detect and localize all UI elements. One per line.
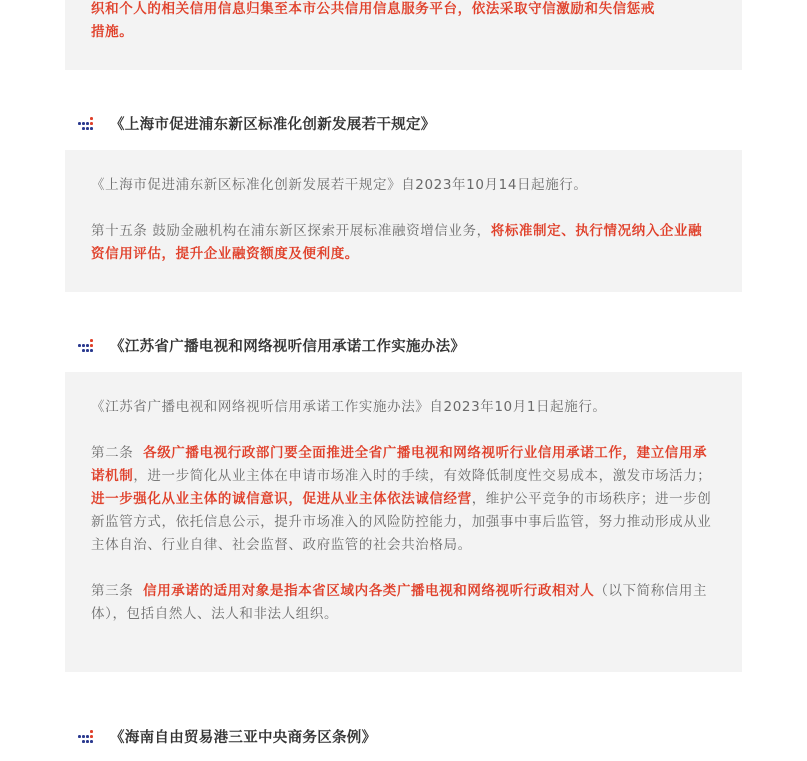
dots-icon — [78, 728, 94, 744]
top-box-line1: 织和个人的相关信用信息归集至本市公共信用信息服务平台，依法采取守信激励和失信惩戒 — [91, 1, 655, 17]
section-title: 《上海市促进浦东新区标准化创新发展若干规定》 — [110, 116, 436, 133]
dots-icon — [78, 115, 94, 131]
article-highlight: 将标准制定、执行情况纳入企业融资信用评估，提升企业融资额度及便利度。 — [91, 223, 703, 262]
section-title: 《海南自由贸易港三亚中央商务区条例》 — [110, 729, 377, 746]
article-highlight: 信用承诺的适用对象是指本省区域内各类广播电视和网络视听行政相对人 — [143, 583, 595, 599]
article-label: 第二条 — [91, 445, 134, 461]
article-text: 鼓励金融机构在浦东新区探索开展标准融资增信业务， — [152, 223, 491, 239]
article-highlight: 各级广播电视行政部门要全面推进全省广播电视和网络视听行业信用承诺工作，建立信用承诺机制 — [91, 445, 708, 484]
article-highlight: 进一步强化从业主体的诚信意识，促进从业主体依法诚信经营 — [91, 491, 472, 507]
intro-text: 《江苏省广播电视和网络视听信用承诺工作实施办法》自2023年10月1日起施行。 — [91, 399, 607, 415]
top-box-line2: 措施。 — [91, 24, 134, 40]
article-label: 第十五条 — [91, 223, 148, 239]
section-title: 《江苏省广播电视和网络视听信用承诺工作实施办法》 — [110, 338, 466, 355]
article-text: ，维护公平竞争的市场秩序；进一步创新监管方式，依托信息公示，提升市场准入的风险防控能力，加强事中事后监管，努力推动形成从业主体自治、行业自律、社会监督、政府监管的社会共治格局。 — [91, 491, 712, 553]
content-box-shanghai — [65, 150, 742, 292]
article-paragraph — [91, 220, 716, 266]
article2-paragraph — [91, 442, 716, 557]
dots-icon — [78, 337, 94, 353]
article3-paragraph — [91, 580, 716, 626]
intro-text: 《上海市促进浦东新区标准化创新发展若干规定》自2023年10月14日起施行。 — [91, 177, 588, 193]
top-content-box — [65, 0, 742, 70]
content-box-jiangsu — [65, 372, 742, 672]
section-heading-hainan — [78, 724, 376, 748]
section-heading-shanghai — [78, 111, 436, 135]
article-label: 第三条 — [91, 583, 134, 599]
article-text: （以下简称信用主体），包括自然人、法人和非法人组织。 — [91, 583, 708, 622]
article-text: ，进一步简化从业主体在申请市场准入时的手续，有效降低制度性交易成本，激发市场活力； — [133, 468, 712, 484]
section-heading-jiangsu — [78, 333, 465, 357]
